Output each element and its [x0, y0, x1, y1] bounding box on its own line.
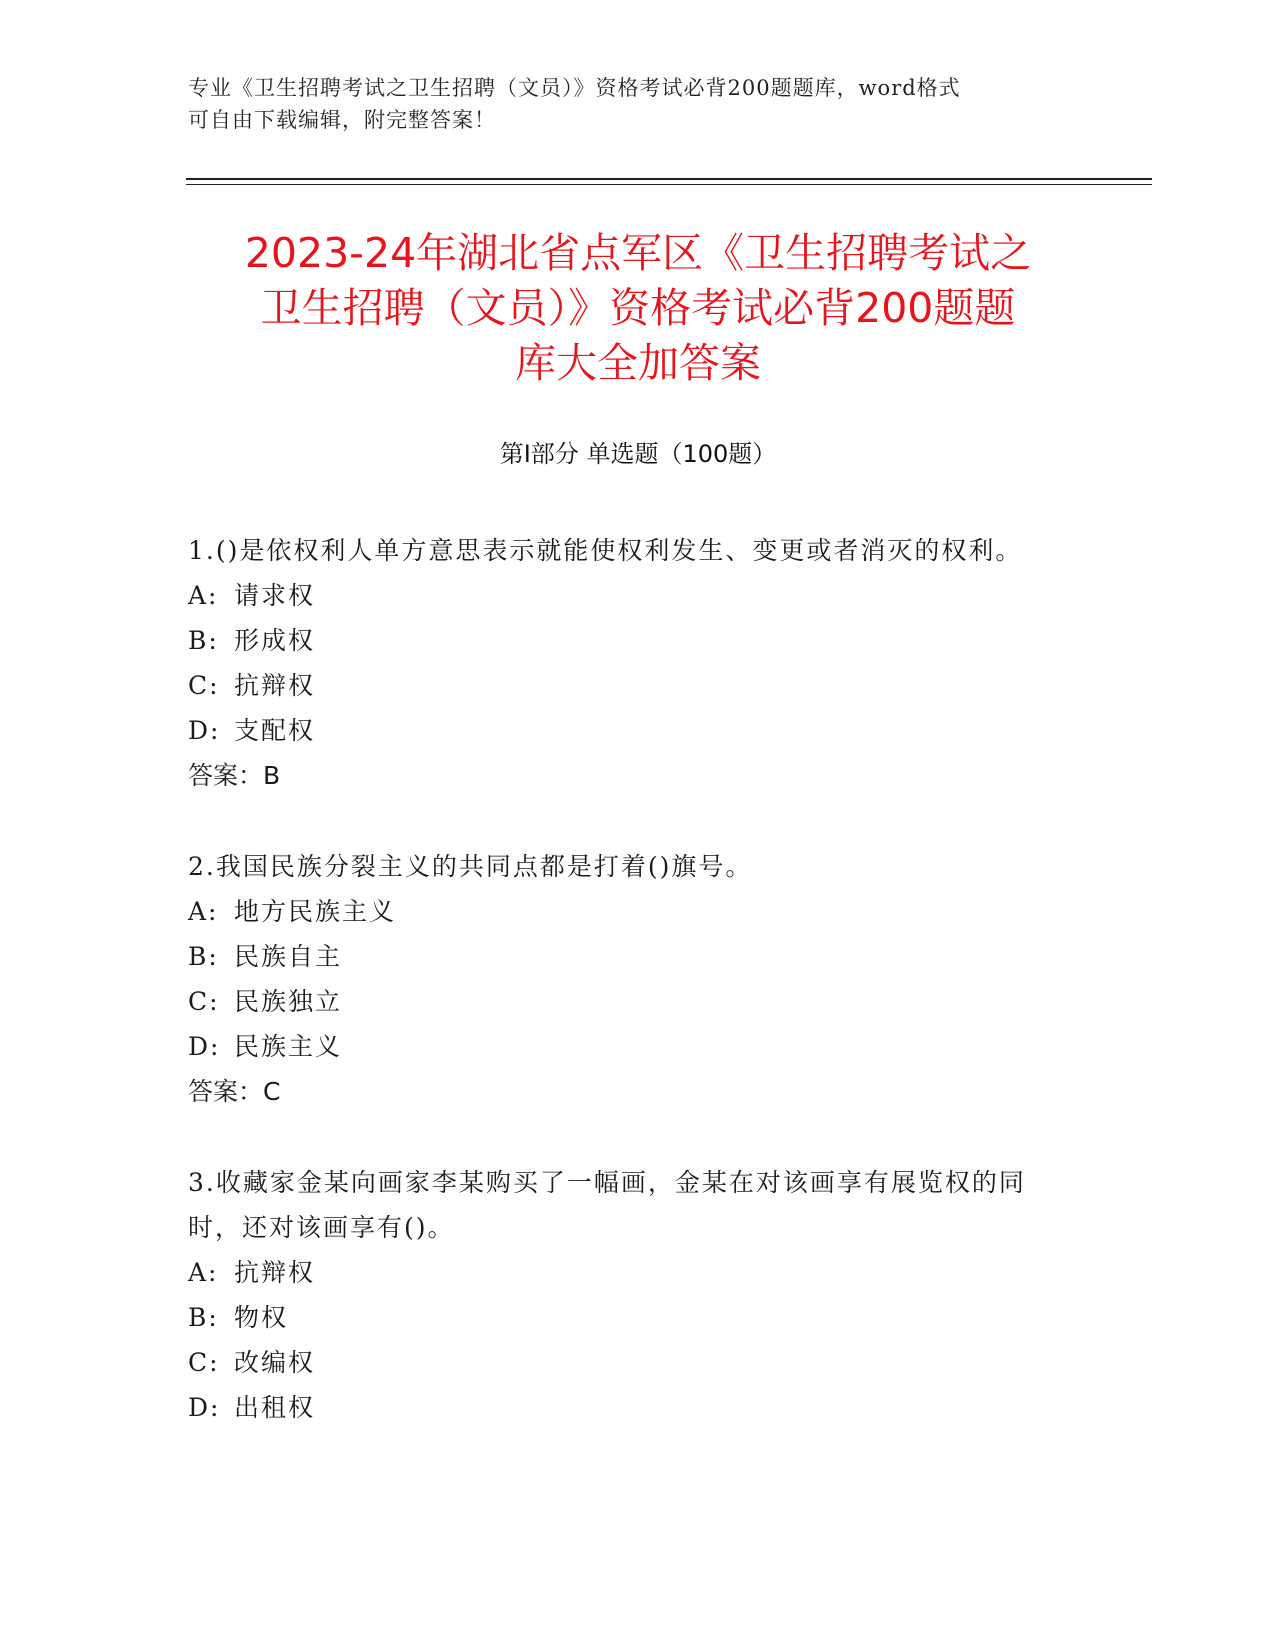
option-text: 出租权 — [234, 1393, 316, 1422]
question-3 — [188, 1160, 1068, 1430]
option-c — [188, 979, 1068, 1024]
option-text: 支配权 — [234, 716, 316, 745]
option-text: 形成权 — [234, 626, 316, 655]
question-stem: 3.收藏家金某向画家李某购买了一幅画，金某在对该画享有展览权的同时，还对该画享有()。 — [188, 1168, 1026, 1242]
option-letter: D: — [188, 716, 221, 745]
option-text: 抗辩权 — [234, 671, 316, 700]
option-a — [188, 1250, 1068, 1295]
section-title: 第Ⅰ部分 单选题（100题） — [499, 440, 777, 468]
option-a — [188, 573, 1068, 618]
option-letter: A: — [188, 897, 219, 926]
option-letter: C: — [188, 1348, 220, 1377]
option-letter: C: — [188, 671, 220, 700]
question-2 — [188, 844, 1068, 1114]
document-title-line-1: 2023-24年湖北省点军区《卫生招聘考试之 — [244, 229, 1032, 277]
option-text: 民族主义 — [234, 1032, 343, 1061]
option-text: 物权 — [234, 1303, 289, 1332]
option-letter: B: — [188, 626, 219, 655]
header-note — [188, 72, 1068, 136]
option-c — [188, 663, 1068, 708]
question-stem: 1.()是依权利人单方意思表示就能使权利发生、变更或者消灭的权利。 — [188, 536, 1023, 565]
option-letter: D: — [188, 1393, 221, 1422]
header-note-line-1: 专业《卫生招聘考试之卫生招聘（文员）》资格考试必背200题题库，word格式 — [188, 76, 961, 100]
document-title-line-3: 库大全加答案 — [515, 339, 761, 387]
option-d — [188, 1385, 1068, 1430]
answer-line: 答案：B — [188, 761, 281, 790]
header-divider-thick — [186, 178, 1152, 180]
option-text: 请求权 — [234, 581, 316, 610]
option-letter: D: — [188, 1032, 221, 1061]
option-text: 改编权 — [234, 1348, 316, 1377]
option-b — [188, 618, 1068, 663]
option-text: 民族独立 — [234, 987, 343, 1016]
option-c — [188, 1340, 1068, 1385]
option-text: 民族自主 — [234, 942, 343, 971]
question-1 — [188, 528, 1068, 798]
header-divider-thin — [186, 184, 1152, 185]
document-title-line-2: 卫生招聘（文员）》资格考试必背200题题 — [260, 284, 1016, 332]
header-note-line-2: 可自由下载编辑，附完整答案！ — [188, 108, 496, 132]
option-d — [188, 1024, 1068, 1069]
option-d — [188, 708, 1068, 753]
document-title — [188, 226, 1088, 391]
answer-line: 答案：C — [188, 1077, 281, 1106]
option-a — [188, 889, 1068, 934]
option-b — [188, 934, 1068, 979]
option-text: 地方民族主义 — [234, 897, 397, 926]
option-letter: A: — [188, 1258, 219, 1287]
option-b — [188, 1295, 1068, 1340]
option-letter: A: — [188, 581, 219, 610]
option-text: 抗辩权 — [234, 1258, 316, 1287]
option-letter: B: — [188, 942, 219, 971]
option-letter: B: — [188, 1303, 219, 1332]
question-stem: 2.我国民族分裂主义的共同点都是打着()旗号。 — [188, 852, 753, 881]
option-letter: C: — [188, 987, 220, 1016]
question-list — [188, 528, 1068, 1476]
